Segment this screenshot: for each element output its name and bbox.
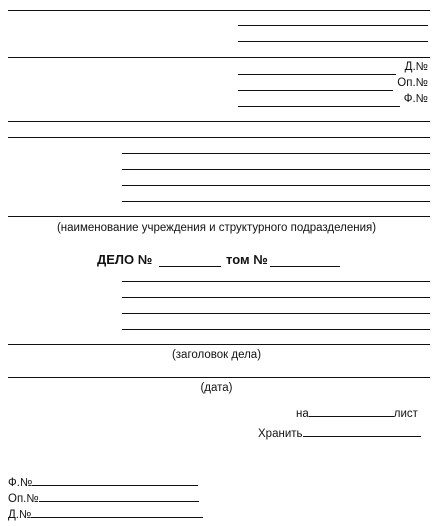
form-rule xyxy=(238,90,393,91)
form-rule xyxy=(238,25,428,26)
form-rule xyxy=(8,344,430,345)
form-rule xyxy=(238,41,428,42)
footer-op-no-row xyxy=(8,490,199,506)
form-rule xyxy=(8,216,430,217)
tom-label: том № xyxy=(226,252,268,267)
footer-f-no-label: Ф.№ xyxy=(8,477,33,489)
delo-number-line xyxy=(159,266,221,267)
form-rule xyxy=(122,185,430,186)
storage-term-line xyxy=(303,425,421,437)
form-rule xyxy=(122,281,430,282)
footer-op-no-label: Оп.№ xyxy=(8,493,39,505)
form-rule xyxy=(8,137,430,138)
institution-caption: (наименование учреждения и структурного подразделения) xyxy=(56,222,377,234)
sheets-na-label: на xyxy=(296,408,309,420)
footer-d-no-line xyxy=(31,506,203,518)
form-rule xyxy=(8,57,430,58)
storage-row xyxy=(258,425,421,441)
footer-f-no-row xyxy=(8,474,198,490)
form-rule xyxy=(122,313,430,314)
date-line xyxy=(8,377,430,378)
form-rule xyxy=(8,121,430,122)
form-rule xyxy=(122,169,430,170)
top-op-no-label: Оп.№ xyxy=(397,77,428,89)
delo-label: ДЕЛО № xyxy=(97,252,153,267)
form-rule xyxy=(122,153,430,154)
tom-number-line xyxy=(270,266,340,267)
case-heading-caption: (заголовок дела) xyxy=(171,349,262,361)
top-d-no-label: Д.№ xyxy=(404,61,428,73)
form-rule xyxy=(122,297,430,298)
form-rule xyxy=(122,329,430,330)
form-rule xyxy=(238,74,396,75)
form-rule xyxy=(238,106,400,107)
footer-f-no-line xyxy=(32,474,198,486)
date-caption: (дата) xyxy=(200,382,233,394)
footer-d-no-label: Д.№ xyxy=(8,509,32,521)
footer-op-no-line xyxy=(39,490,199,502)
form-rule xyxy=(8,10,430,11)
sheets-count-line xyxy=(309,405,394,417)
sheets-list-label: лист xyxy=(393,408,418,420)
footer-d-no-row xyxy=(8,506,203,522)
form-rule xyxy=(122,201,430,202)
top-f-no-label: Ф.№ xyxy=(403,93,428,105)
sheets-row xyxy=(296,405,418,421)
storage-label: Хранить xyxy=(258,428,303,440)
